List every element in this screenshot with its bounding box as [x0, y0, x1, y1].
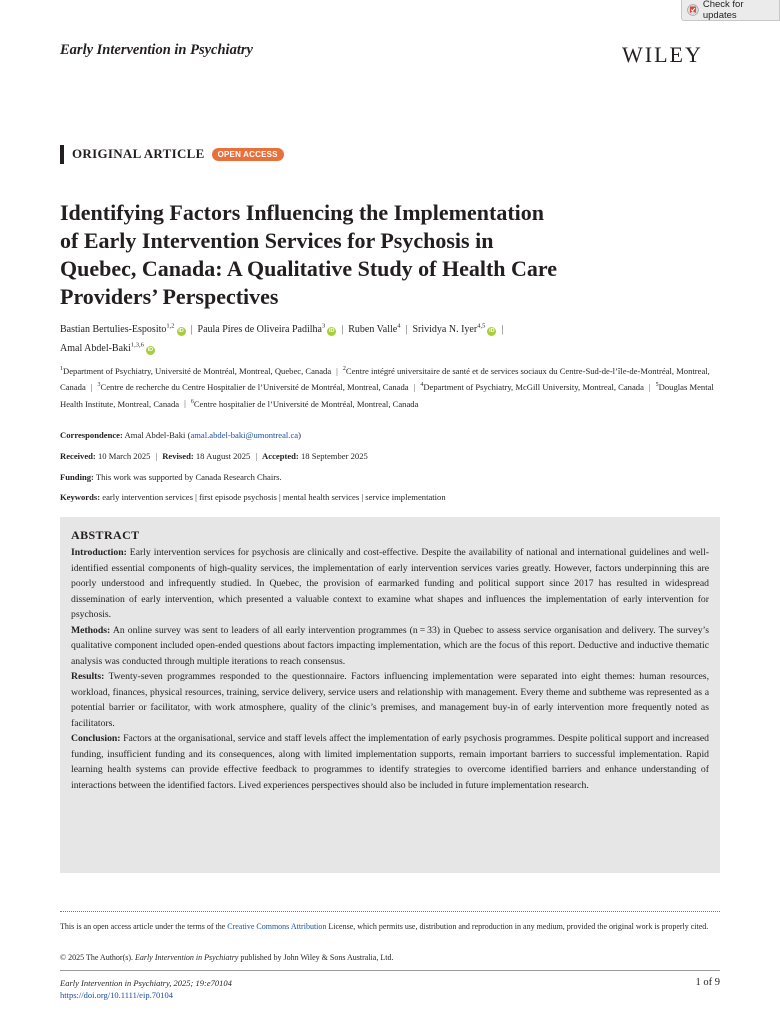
separator: | — [413, 382, 416, 393]
keyword[interactable]: mental health services — [282, 492, 360, 502]
abstract-section-label: Results: — [71, 671, 105, 682]
abstract-section-label: Methods: — [71, 624, 111, 636]
affiliation-text: Douglas Mental Health Institute, Montreal, Canada — [60, 382, 714, 409]
author-sup: 1,3,6 — [130, 341, 144, 349]
author-name: Paula Pires de Oliveira Padilha — [197, 324, 322, 336]
separator: | — [648, 382, 651, 393]
separator: | — [184, 398, 186, 409]
author-sup: 4,5 — [477, 323, 486, 330]
doi-link[interactable]: https://doi.org/10.1111/eip.70104 — [60, 990, 173, 1000]
orcid-icon[interactable]: iD — [328, 328, 335, 335]
separator: | — [501, 324, 504, 336]
affiliation-text: Department of Psychiatry, Université de Montréal, Montreal, Quebec, Canada — [63, 365, 332, 376]
copyright-journal: Early Intervention in Psychiatry — [135, 953, 239, 962]
funding — [60, 472, 282, 482]
funding-label: Funding: — [60, 472, 94, 482]
correspondence-label: Correspondence: — [60, 430, 123, 440]
date-label: Revised: — [162, 451, 194, 461]
orcid-icon[interactable]: iD — [178, 328, 184, 335]
wiley-logo: WILEY — [622, 42, 703, 67]
abstract-section-text: An online survey was sent to leaders of all early intervention programmes (n = 33) in Quebec to assess service organisation and delivery. The survey’s qualitative component included open-ended questions about factors impacting implementation, which are the focus of this report. Deductive and inductive thematic analysis was conducted through multiple iterations to reach consensus. — [71, 624, 709, 667]
abstract-conclusion — [71, 731, 709, 793]
separator: | — [336, 365, 338, 376]
author-sup: 4 — [397, 323, 401, 330]
title-line: Providers’ Perspectives — [60, 284, 279, 309]
article-type-row — [60, 144, 284, 164]
author[interactable] — [348, 324, 400, 335]
date-value: 18 September 2025 — [300, 451, 368, 461]
affiliation-text: Centre intégré universitaire de santé et de services sociaux du Centre-Sud-de-l’île-de-Montréal, Montreal, Canada — [60, 365, 710, 393]
abstract-section-text: Factors at the organisational, service and staff levels affect the implementation of early psychosis programmes. Despite political support and increased funding, insufficient funding and its consequences, along with limited implementation supports, remain important barriers to successful implementation. Rapid learning health systems can provide effective feedback to programmes to identify strategies to overcome identified barriers and enhance understanding of interactions between the identified factors. Lived experiences perspectives should also be included in future implementation research. — [71, 733, 709, 791]
date-value: 18 August 2025 — [195, 451, 251, 461]
affiliation-num: 6 — [190, 398, 194, 405]
title-line: Identifying Factors Influencing the Implementation — [60, 200, 544, 225]
separator: | — [155, 451, 158, 461]
title-line: of Early Intervention Services for Psychosis in — [60, 228, 494, 253]
separator: | — [255, 451, 258, 461]
abstract-introduction — [71, 545, 709, 623]
affiliation-text: Centre hospitalier de l’Université de Montréal, Montreal, Canada — [193, 398, 419, 409]
affiliation-text: Department of Psychiatry, McGill University, Montreal, Canada — [423, 382, 644, 393]
copyright — [60, 953, 393, 962]
keyword[interactable]: early intervention services — [102, 492, 193, 502]
affiliation-num: 5 — [655, 382, 659, 389]
type-bar — [60, 145, 64, 164]
abstract-results — [71, 669, 709, 731]
copyright-text: © 2025 The Author(s). — [60, 953, 136, 962]
affiliation-num: 4 — [420, 382, 424, 389]
author[interactable] — [198, 324, 337, 335]
license-text: License, which permits use, distribution and reproduction in any medium, provided the original work is properly cited. — [326, 922, 709, 931]
orcid-icon[interactable]: iD — [147, 347, 154, 354]
funding-text: This work was supported by Canada Research Chairs. — [95, 472, 282, 482]
author-sup: 3 — [321, 323, 326, 330]
keywords: Keywords: early intervention services | first episode psychosis | mental health services | service implementation — [60, 492, 446, 502]
author-name: Amal Abdel-Baki — [60, 343, 131, 355]
author-name: Bastian Bertulies-Esposito — [60, 324, 167, 336]
journal-header: Early Intervention in Psychiatry — [60, 42, 253, 58]
author[interactable] — [60, 343, 155, 354]
license-text: This is an open access article under the terms of the — [60, 922, 228, 931]
keyword[interactable]: service implementation — [365, 492, 446, 502]
affiliation-num: 3 — [97, 382, 101, 389]
correspondence-email-link[interactable]: amal.abdel-baki@umontreal.ca — [190, 430, 299, 440]
abstract-section-label: Conclusion: — [71, 733, 121, 744]
date-label: Accepted: — [262, 451, 299, 461]
affiliations — [60, 362, 720, 411]
crossmark-icon — [687, 4, 699, 16]
author-name: Srividya N. Iyer — [412, 324, 478, 336]
author[interactable] — [412, 324, 496, 335]
cc-license-link[interactable]: Creative Commons Attribution — [227, 922, 327, 931]
date-label: Received: — [60, 451, 96, 461]
author-list — [60, 319, 710, 357]
author[interactable] — [60, 324, 186, 335]
abstract-heading: ABSTRACT — [71, 528, 140, 542]
open-access-badge: OPEN ACCESS — [212, 148, 284, 161]
separator: | — [341, 324, 344, 336]
page-number: 1 of 9 — [695, 977, 720, 988]
license-statement — [60, 921, 720, 933]
author-name: Ruben Valle — [348, 324, 398, 336]
keyword[interactable]: first episode psychosis — [198, 492, 277, 502]
keywords-label: Keywords: — [60, 492, 101, 502]
affiliation-num: 2 — [342, 366, 346, 372]
article-title — [60, 199, 680, 311]
article-type: ORIGINAL ARTICLE — [72, 146, 205, 161]
date-value: 10 March 2025 — [97, 451, 151, 461]
affiliation-num: 1 — [60, 366, 63, 372]
abstract-methods — [71, 623, 709, 670]
title-line: Quebec, Canada: A Qualitative Study of Health Care — [60, 256, 558, 281]
dotted-divider — [60, 911, 720, 912]
orcid-icon[interactable]: iD — [489, 328, 495, 335]
abstract-section-text: Twenty-seven programmes responded to the questionnaire. Factors influencing implementation were separated into eight themes: human resources, workload, finances, physical resources, training, service delivery, service users and relationship with management. Every theme and subtheme was represented as a potential barrier or facilitator, with work atmosphere, quality of the clinic’s premises, and management buy-in of early intervention more frequently noted as facilitators. — [71, 671, 709, 729]
article-dates — [60, 451, 368, 461]
correspondence-name: Amal Abdel-Baki — [124, 430, 186, 440]
abstract-section-label: Introduction: — [71, 547, 127, 558]
affiliation-text: Centre de recherche du Centre Hospitalier de l’Université de Montréal, Montreal, Canada — [100, 382, 409, 393]
check-for-updates-label: Check for updates — [702, 0, 744, 21]
check-for-updates-button[interactable] — [681, 0, 780, 21]
correspondence: Correspondence: Amal Abdel-Baki (amal.abdel-baki@umontreal.ca) — [60, 430, 301, 440]
abstract-section-text: Early intervention services for psychosis are clinically and cost-effective. Despite the availability of national and international guidelines and well-identified essential components of high-quality services, the implementation of early intervention services varies greatly. However, factors underpinning this are poorly understood and infrequently studied. In Quebec, the provision of earmarked funding and political support since 2017 has resulted in widespread dissemination of early intervention, which presented a valuable context to examine what shapes and influences the implementation of early intervention for psychosis. — [71, 547, 710, 620]
copyright-text: published by John Wiley & Sons Australia, Ltd. — [238, 953, 394, 962]
abstract-box — [60, 517, 720, 873]
separator: | — [190, 324, 193, 336]
separator: | — [90, 382, 93, 393]
author-sup: 1,2 — [166, 323, 175, 330]
footer-citation: Early Intervention in Psychiatry, 2025; 19:e70104 — [60, 978, 232, 988]
separator: | — [405, 324, 408, 336]
footer-divider — [60, 970, 720, 971]
